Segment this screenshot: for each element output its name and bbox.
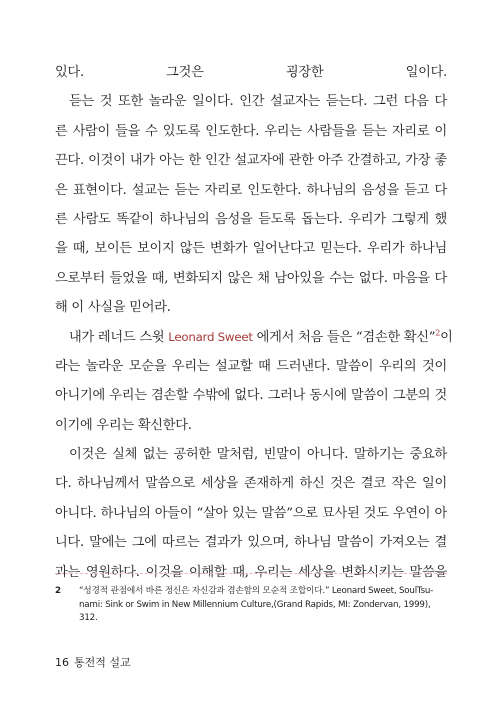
footnote-line: 312. [79,613,98,623]
text-run: 이 [440,329,453,345]
body-line: 른 사람이 들을 수 있도록 인도한다. 우리는 사람들을 듣는 자리로 이 [55,123,447,139]
body-line: 해 이 사실을 믿어라. [55,300,171,316]
page-footer [55,654,131,670]
body-line: 아니기에 우리는 겸손할 수밖에 없다. 그러나 동시에 말씀이 그분의 것 [55,388,447,404]
body-line: 라는 놀라운 모순을 우리는 설교할 때 드러낸다. 말씀이 우리의 것이 [55,358,447,374]
body-line: 아니다. 하나님의 아들이 “살아 있는 말씀”으로 묘사된 것도 우연이 아 [55,505,447,521]
body-line: 과는 영원하다. 이것을 이해할 때, 우리는 세상을 변화시키는 말씀을 [55,564,447,580]
body-line: 다. 하나님께서 말씀으로 세상을 존재하게 하신 것은 결코 작은 일이 [55,476,447,492]
footnote-reference[interactable]: 2 [435,328,441,338]
footnote-line: “성경적 관점에서 바른 정신은 자신감과 겸손함의 모순적 조합이다.” Leonard Sweet, SoulTsu- [79,586,434,596]
footnote-divider [55,573,447,574]
author-name-english: Leonard Sweet [168,329,253,344]
body-line-with-citation [55,323,453,352]
body-line: 이것은 실체 없는 공허한 말처럼, 빈말이 아니다. 말하기는 중요하 [69,447,447,463]
text-run: 내가 레너드 스윗 [69,329,169,345]
body-line: 듣는 것 또한 놀라운 일이다. 인간 설교자는 듣는다. 그런 다음 다 [69,94,447,110]
body-line: 은 표현이다. 설교는 듣는 자리로 인도한다. 하나님의 음성을 듣고 다 [55,182,447,198]
body-line: 있다. 그것은 굉장한 일이다. [55,65,447,80]
text-run: 에게서 처음 들은 “겸손한 확신” [252,329,436,345]
body-line: 을 때, 보이든 보이지 않든 변화가 일어난다고 믿는다. 우리가 하나님 [55,241,447,257]
body-line: 니다. 말에는 그에 따르는 결과가 있으며, 하나님 말씀이 가져오는 결 [55,535,447,551]
body-line: 끈다. 이것이 내가 아는 한 인간 설교자에 관한 아주 간결하고, 가장 좋 [55,153,447,169]
footnote-line: nami: Sink or Swim in New Millennium Culture,(Grand Rapids, MI: Zondervan, 1999), [79,599,431,610]
page-number: 16 [55,656,69,669]
body-text [55,58,453,587]
footnote [55,585,447,626]
body-line: 으로부터 들었을 때, 변화되지 않은 채 남아있을 수는 없다. 마음을 다 [55,270,447,286]
body-line: 이기에 우리는 확신한다. [55,417,192,433]
running-title: 통전적 설교 [74,656,131,669]
footnote-number: 2 [55,586,62,596]
body-line: 른 사람도 똑같이 하나님의 음성을 듣도록 돕는다. 우리가 그렇게 했 [55,211,447,227]
